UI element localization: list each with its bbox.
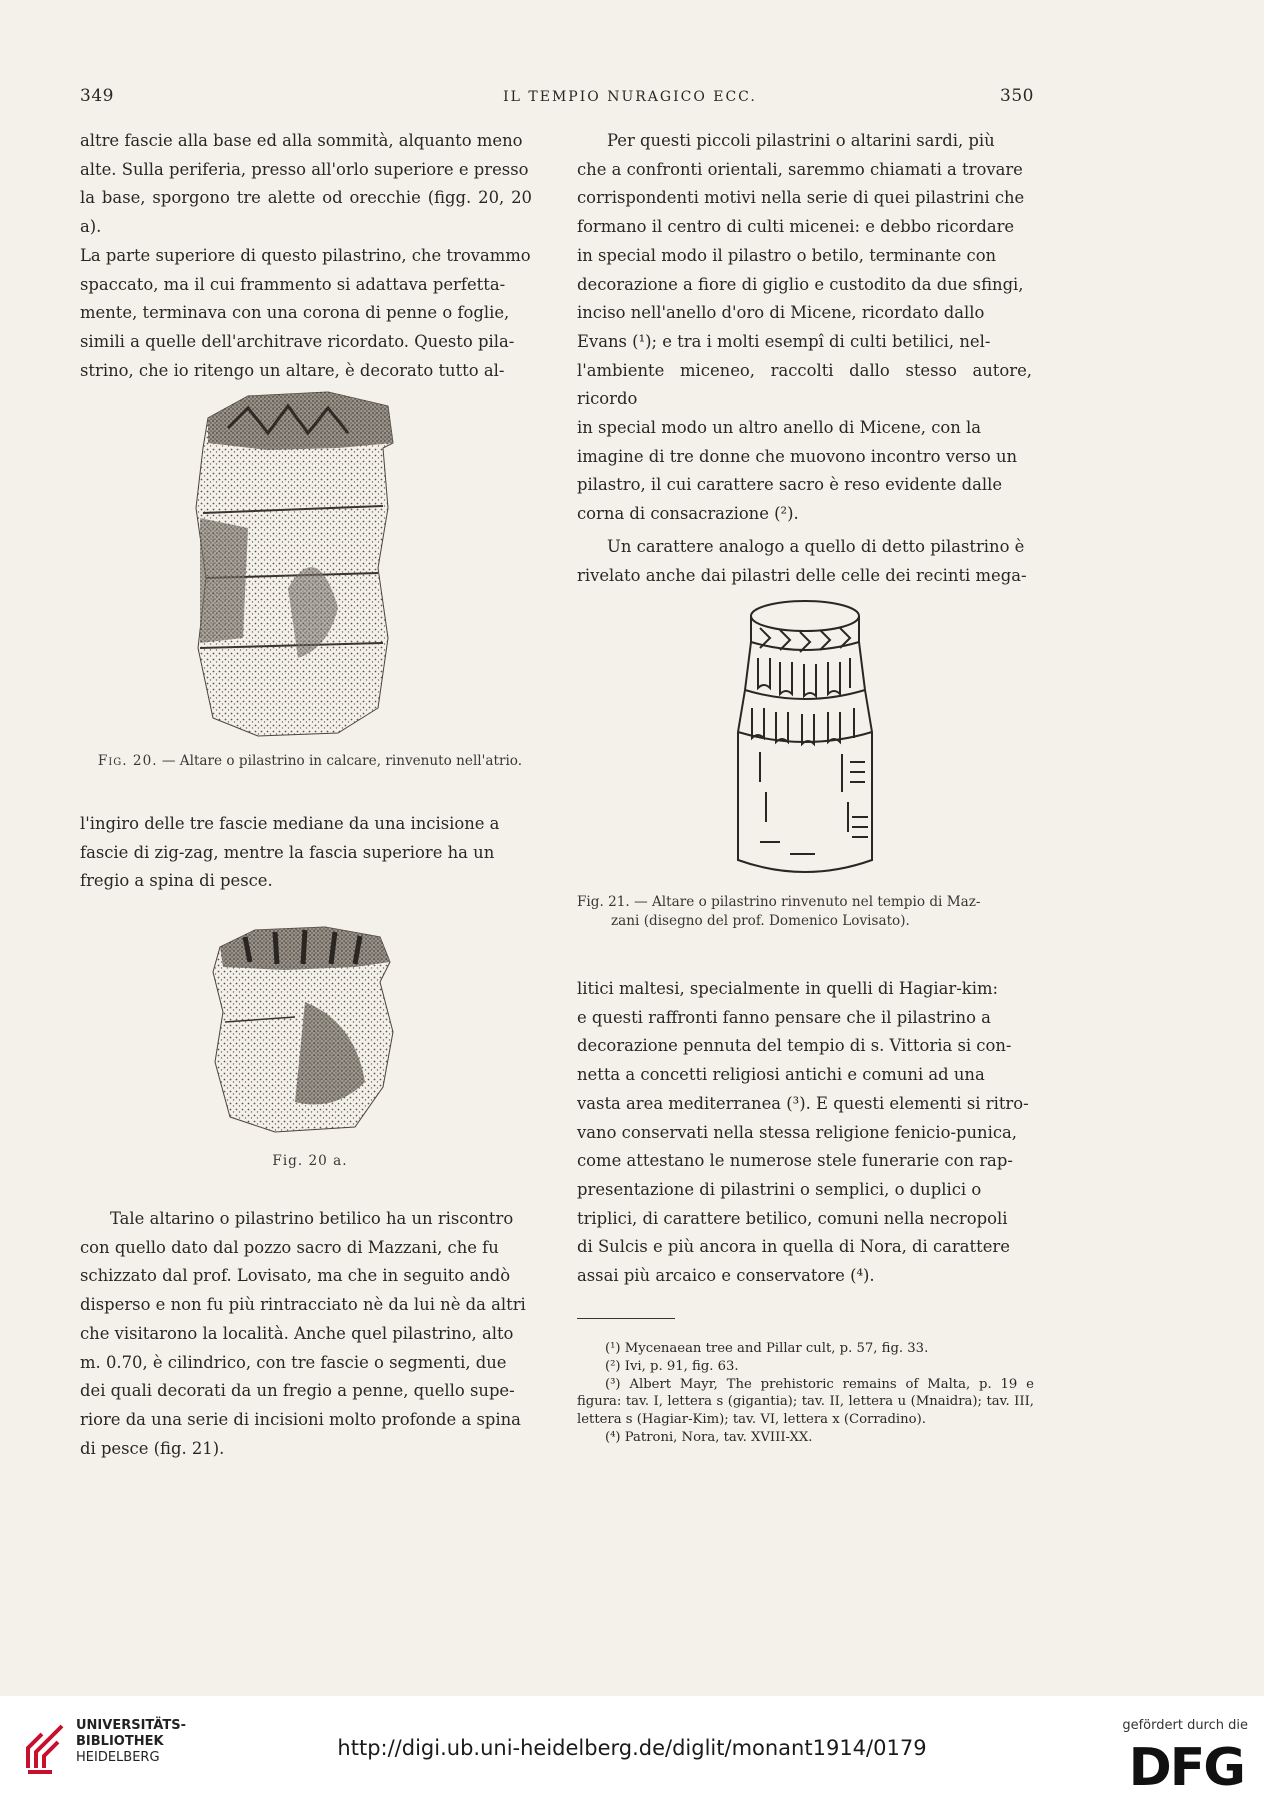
page-number-left: 349 (80, 86, 114, 106)
left-column-middle-text (80, 810, 532, 896)
text-line: e questi raffronti fanno pensare che il pilastrino a (577, 1007, 991, 1027)
text-line: come attestano le numerose stele funerarie con rap- (577, 1151, 1013, 1171)
figure-20-label: Fig. 20. (97, 753, 158, 769)
text-line: Tale altarino o pilastrino betilico ha un riscontro (110, 1209, 514, 1228)
text-line: la base, sporgono tre alette od orecchie (figg. 20, 20 a). (80, 188, 532, 237)
left-column-bottom-text (80, 1205, 532, 1463)
footnote: (¹) Mycenaean tree and Pillar cult, p. 57, fig. 33. (605, 1341, 929, 1356)
text-line: litici maltesi, specialmente in quelli di Hagiar-kim: (577, 979, 999, 998)
text-line: Evans (¹); e tra i molti esempî di culti betilici, nel- (577, 331, 991, 351)
text-line: schizzato dal prof. Lovisato, ma che in seguito andò (80, 1266, 511, 1286)
text-line: che visitarono la località. Anche quel pilastrino, alto (80, 1323, 514, 1343)
text-line: l'ingiro delle tre fascie mediane da una incisione a (80, 814, 500, 833)
footnotes (577, 1340, 1034, 1447)
footnote-rule (577, 1318, 675, 1319)
text-line: imagine di tre donne che muovono incontro verso un (577, 446, 1018, 466)
text-line: vano conservati nella stessa religione fenicio-punica, (577, 1122, 1018, 1142)
text-line: di Sulcis e più ancora in quella di Nora, di carattere (577, 1237, 1010, 1257)
footnote: (³) Albert Mayr, The prehistoric remains of Malta, p. 19 e figura: tav. I, lettera s (gigantia); tav. II, lettera u (Mnaidra); tav. III, lettera s (Hagiar-Kim); tav. VI, lettera x (Corradino). (577, 1376, 1034, 1428)
text-line: m. 0.70, è cilindrico, con tre fascie o segmenti, due (80, 1352, 507, 1372)
text-line: di pesce (fig. 21). (80, 1438, 225, 1458)
figure-20a-fragment-illustration (205, 922, 405, 1142)
figure-20-caption (80, 752, 540, 771)
figure-21-caption-line: zani (disegno del prof. Domenico Lovisato). (611, 913, 910, 929)
text-line: triplici, di carattere betilico, comuni nella necropoli (577, 1208, 1008, 1228)
text-line: altre fascie alla base ed alla sommità, alquanto meno (80, 131, 523, 150)
text-line: in special modo un altro anello di Micene, con la (577, 418, 982, 438)
text-line: decorazione pennuta del tempio di s. Vittoria si con- (577, 1036, 1012, 1056)
text-line: pilastro, il cui carattere sacro è reso evidente dalle (577, 475, 1003, 495)
library-name-line: HEIDELBERG (76, 1750, 160, 1765)
text-line: Un carattere analogo a quello di detto pilastrino è (607, 536, 1025, 556)
page-number-right: 350 (1000, 86, 1034, 106)
right-column-bottom-text (577, 975, 1032, 1291)
footnote: (⁴) Patroni, Nora, tav. XVIII-XX. (605, 1429, 813, 1445)
text-line: decorazione a fiore di giglio e custodito da due sfingi, (577, 274, 1024, 294)
footnote: (²) Ivi, p. 91, fig. 63. (605, 1358, 739, 1374)
figure-21-cylindrical-altar-drawing (730, 592, 880, 882)
text-line: formano il centro di culti micenei: e debbo ricordare (577, 217, 1015, 237)
text-line: l'ambiente miceneo, raccolti dallo stesso autore, ricordo (577, 360, 1032, 409)
left-column-top-text (80, 127, 532, 385)
dfg-logo: DFG (1128, 1738, 1244, 1798)
text-line: con quello dato dal pozzo sacro di Mazzani, che fu (80, 1237, 499, 1257)
right-column-top-text (577, 127, 1032, 590)
running-title: IL TEMPIO NURAGICO ECC. (503, 89, 757, 105)
figure-20-caption-text: — Altare o pilastrino in calcare, rinvenuto nell'atrio. (161, 753, 523, 769)
text-line: corna di consacrazione (²). (577, 504, 799, 524)
permalink-url[interactable]: http://digi.ub.uni-heidelberg.de/diglit/monant1914/0179 (337, 1736, 927, 1760)
text-line: simili a quelle dell'architrave ricordato. Questo pila- (80, 331, 515, 351)
text-line: netta a concetti religiosi antichi e comuni ad una (577, 1065, 985, 1085)
text-line: che a confronti orientali, saremmo chiamati a trovare (577, 159, 1023, 179)
text-line: Per questi piccoli pilastrini o altarini sardi, più (607, 131, 995, 150)
library-name-line: UNIVERSITÄTS- (76, 1718, 186, 1733)
figure-20-altar-illustration (188, 388, 413, 743)
text-line: rivelato anche dai pilastri delle celle dei recinti mega- (577, 565, 1027, 585)
text-line: strino, che io ritengo un altare, è decorato tutto al- (80, 360, 505, 380)
text-line: riore da una serie di incisioni molto profonde a spina (80, 1409, 521, 1429)
text-line: assai più arcaico e conservatore (⁴). (577, 1266, 875, 1286)
text-line: fregio a spina di pesce. (80, 871, 273, 891)
text-line: presentazione di pilastrini o semplici, o duplici o (577, 1179, 982, 1199)
text-line: corrispondenti motivi nella serie di quei pilastrini che (577, 188, 1025, 208)
figure-21-caption-line: Fig. 21. — Altare o pilastrino rinvenuto nel tempio di Maz- (577, 894, 981, 910)
text-line: alte. Sulla periferia, presso all'orlo superiore e presso (80, 159, 529, 179)
text-line: mente, terminava con una corona di penne o foglie, (80, 303, 510, 323)
library-name-line: BIBLIOTHEK (76, 1734, 164, 1749)
text-line: dei quali decorati da un fregio a penne, quello supe- (80, 1381, 515, 1401)
figure-20a-caption: Fig. 20 a. (272, 1153, 348, 1169)
text-line: fascie di zig-zag, mentre la fascia superiore ha un (80, 842, 495, 862)
text-line: in special modo il pilastro o betilo, terminante con (577, 245, 997, 265)
text-line: disperso e non fu più rintracciato nè da lui nè da altri (80, 1295, 526, 1315)
funding-label: gefördert durch die (1122, 1718, 1248, 1733)
text-line: La parte superiore di questo pilastrino, che trovammo (80, 245, 531, 265)
text-line: inciso nell'anello d'oro di Micene, ricordato dallo (577, 303, 985, 323)
text-line: vasta area mediterranea (³). E questi elementi si ritro- (577, 1093, 1029, 1113)
figure-21-caption (577, 893, 1034, 931)
text-line: spaccato, ma il cui frammento si adattava perfetta- (80, 274, 506, 294)
